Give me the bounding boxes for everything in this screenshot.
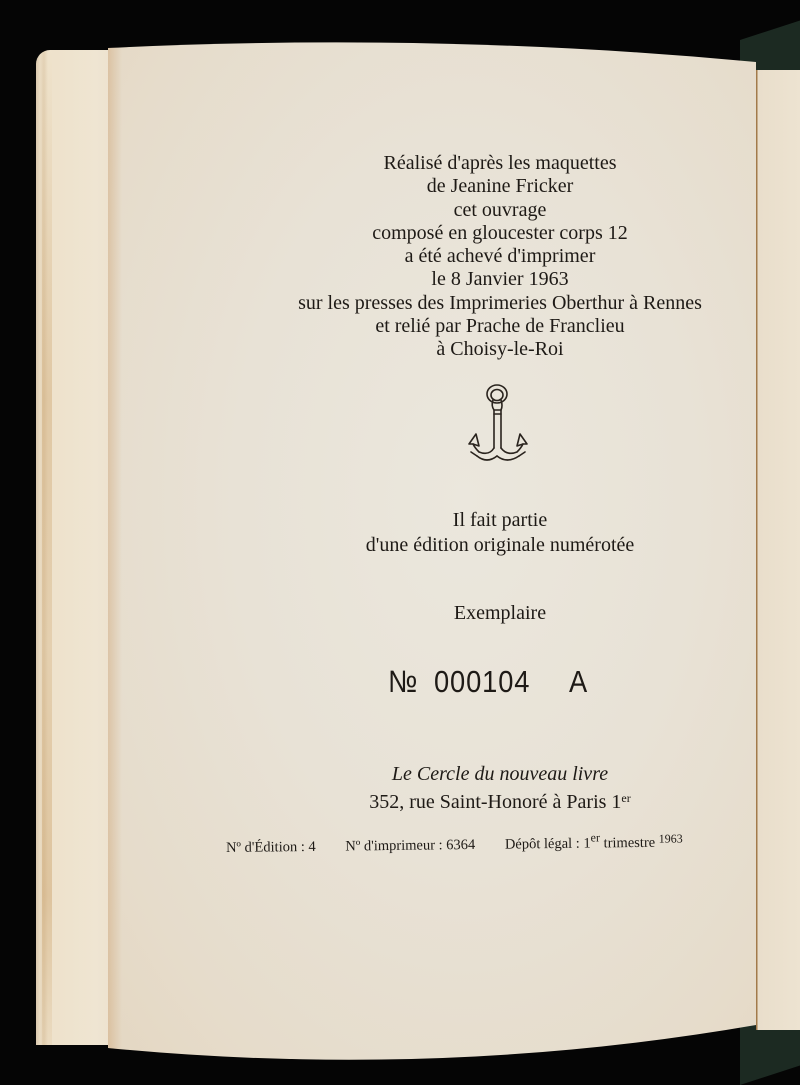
copy-series: A — [569, 664, 589, 699]
number-sign: № — [388, 664, 419, 699]
colophon-line: Réalisé d'après les maquettes — [383, 152, 617, 174]
colophon-line: le 8 Janvier 1963 — [431, 268, 569, 291]
edition-statement — [200, 508, 800, 558]
edition-line: Il fait partie — [452, 509, 548, 531]
copy-number — [388, 664, 588, 700]
edition-line: d'une édition originale numérotée — [365, 534, 635, 556]
page-stack-edge — [36, 50, 116, 1045]
legal-deposit: Dépôt légal : 1er trimestre $^{1963}$ — [504, 830, 683, 853]
colophon-line: à Choisy-le-Roi — [436, 338, 564, 361]
publisher-name: Le Cercle du nouveau livre — [391, 763, 609, 785]
copy-number-value: 000104 — [433, 664, 531, 699]
colophon-line: cet ouvrage — [453, 198, 547, 221]
colophon-line: de Jeanine Fricker — [426, 175, 574, 198]
colophon-line: et relié par Prache de Franclieu — [375, 315, 625, 338]
colophon-line: sur les presses des Imprimeries Oberthur à Rennes — [298, 291, 702, 314]
exemplaire-label: Exemplaire — [453, 602, 547, 624]
colophon-line: composé en gloucester corps 12 — [372, 221, 628, 244]
edition-number: Nº d'Édition : 4 — [225, 838, 316, 856]
colophon-line: a été achevé d'imprimer — [404, 245, 596, 268]
printer-number: Nº d'imprimeur : 6364 — [345, 836, 476, 855]
colophon-text — [200, 152, 800, 362]
publisher-block — [200, 762, 800, 814]
publisher-address: 352, rue Saint-Honoré à Paris 1er — [369, 791, 631, 813]
anchor-icon — [463, 382, 535, 472]
